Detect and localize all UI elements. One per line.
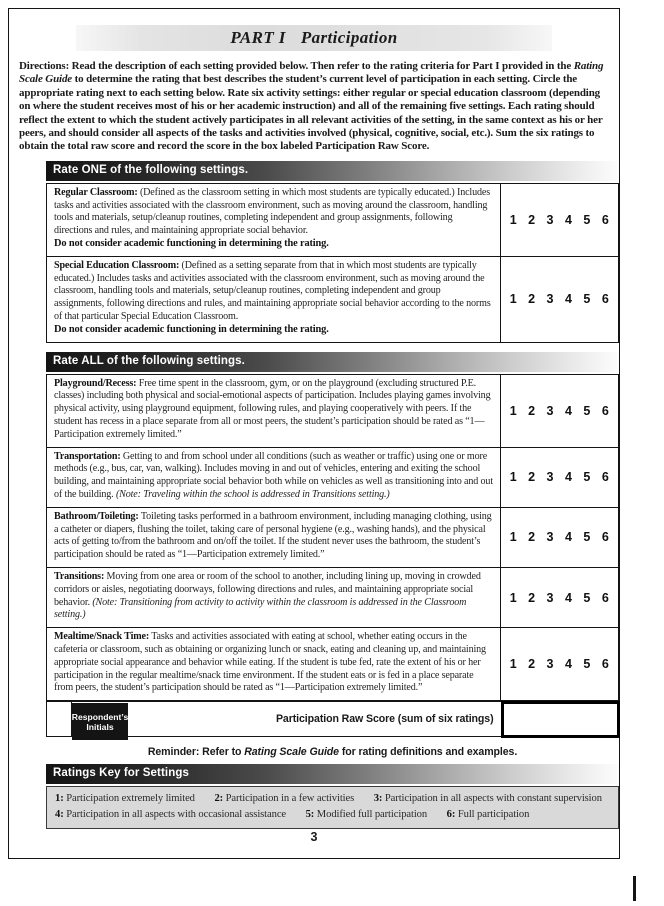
setting-description <box>47 375 500 447</box>
rating-scale-1-6[interactable]: 1 2 3 4 5 6 <box>509 470 610 485</box>
ratings-key-box <box>46 786 619 829</box>
page-border <box>8 8 620 859</box>
key-text: Participation in a few activities <box>225 793 355 805</box>
setting-row-bathroom-toileting <box>47 508 618 568</box>
rating-scale-1-6[interactable]: 1 2 3 4 5 6 <box>509 590 610 605</box>
key-number: 2: <box>214 793 224 805</box>
directions-text-suffix: to determine the rating that best describes the student’s current level of participation in each setting. Circle the appropriate rating next to each setting below. Rate six activity settings: either regular or special education classroom (depending on where the student receives most of his or her academic instruction) and all of the remaining five settings. Each rating should reflect the extent to which the student actively participates in all relevant activities of the setting, in the same context as his or her peers, and should consider all aspects of the tasks and activities involved (physical, cognitive, social, etc.). Sum the six ratings to obtain the total raw score and record the score in the box labeled Participation Raw Score. <box>19 73 603 153</box>
reminder-line <box>46 746 619 758</box>
registration-mark <box>633 876 636 901</box>
rate-all-section-bar: Rate ALL of the following settings. <box>46 352 619 372</box>
setting-body: Tasks and activities associated with eating at school, whether eating occurs in the cafeteria or classroom, such as obtaining or organizing lunch or snack, eating and cleaning up, and maintaining appropriate social appearance and behavior while eating. If the student is tube fed, rate the extent of his or her participation in the regular mealtime/snack time environment. If the student eats or is fed in a place separate from peers, the student’s participation should be rated as “1—Participation extremely limited.” <box>54 631 486 694</box>
key-number: 6: <box>446 808 456 820</box>
setting-description <box>47 448 500 507</box>
setting-row-mealtime-snack-time <box>47 628 618 701</box>
page-title-part: PART I <box>230 28 286 47</box>
page-number: 3 <box>310 830 318 844</box>
setting-italic-note: (Note: Traveling within the school is addressed in Transitions setting.) <box>115 488 390 500</box>
rating-scale-1-6[interactable]: 1 2 3 4 5 6 <box>509 657 610 672</box>
setting-bold-note: Do not consider academic functioning in determining the rating. <box>54 238 329 250</box>
setting-description <box>47 257 500 342</box>
key-text: Participation extremely limited <box>66 793 195 805</box>
setting-title: Transitions: <box>54 570 105 582</box>
setting-row-transitions <box>47 568 618 628</box>
ratings-key-section-bar: Ratings Key for Settings <box>46 764 619 784</box>
setting-row-special-education-classroom <box>47 257 618 342</box>
form-body <box>46 161 619 829</box>
reminder-prefix: Reminder: Refer to <box>147 746 242 759</box>
rating-cell[interactable] <box>500 375 618 447</box>
key-text: Participation in all aspects with constant supervision <box>384 793 602 805</box>
reminder-suffix: for rating definitions and examples. <box>341 746 518 759</box>
rate-all-table <box>46 374 619 738</box>
setting-body: (Defined as the classroom setting in which most students are typically educated.) Includes tasks and activities associated with the classroom environment, such as moving around the classroom, handling tools and materials, setup/cleanup routines, completing independent and group assignments, following directions and rules, and maintaining appropriate social behavior. <box>54 186 490 237</box>
page-title-word: Participation <box>300 28 398 47</box>
setting-description <box>47 568 500 627</box>
directions-text-prefix: Directions: Read the description of each setting provided below. Then refer to the rating criteria for Part I provided in the <box>19 60 572 72</box>
setting-description <box>47 508 500 567</box>
setting-title: Special Education Classroom: <box>54 259 180 271</box>
rating-cell[interactable] <box>500 508 618 567</box>
page-title-bar <box>76 25 552 51</box>
rating-cell[interactable] <box>500 448 618 507</box>
setting-row-regular-classroom <box>47 184 618 257</box>
raw-score-label: Participation Raw Score (sum of six ratings) <box>275 713 494 726</box>
setting-italic-note: (Note: Transitioning from activity to activity within the classroom is addressed in the Classroom setting.) <box>54 596 467 621</box>
key-number: 3: <box>373 793 383 805</box>
rating-cell[interactable] <box>500 184 618 256</box>
rating-scale-1-6[interactable]: 1 2 3 4 5 6 <box>509 212 610 227</box>
respondents-initials-label: Respondent’s Initials <box>72 703 128 740</box>
setting-description <box>47 184 500 256</box>
directions-paragraph <box>19 60 609 154</box>
participation-raw-score-input-box[interactable] <box>501 701 620 738</box>
rating-scale-1-6[interactable]: 1 2 3 4 5 6 <box>509 530 610 545</box>
ratings-key-line-1 <box>55 791 610 807</box>
rating-scale-1-6[interactable]: 1 2 3 4 5 6 <box>509 403 610 418</box>
setting-row-playground-recess <box>47 375 618 448</box>
key-text: Full participation <box>457 808 530 820</box>
rating-cell[interactable] <box>500 628 618 700</box>
rating-cell[interactable] <box>500 257 618 342</box>
setting-body: Toileting tasks performed in a bathroom environment, including managing clothing, using a catheter or diapers, flushing the toilet, taking care of personal hygiene (e.g., washing hands), and the physical acts of getting to/from the bathroom and on/off the toilet. If the student never uses the bathroom, the student’s participation should be rated as “1—Participation extremely limited.” <box>54 510 492 561</box>
key-number: 5: <box>305 808 315 820</box>
setting-title: Bathroom/Toileting: <box>54 510 139 522</box>
ratings-key-item <box>306 809 427 820</box>
directions-guide-name: Rating Scale Guide <box>19 60 604 86</box>
ratings-key-item <box>214 793 354 804</box>
setting-title: Mealtime/Snack Time: <box>54 631 150 643</box>
key-text: Participation in all aspects with occasional assistance <box>66 808 287 820</box>
key-number: 4: <box>55 808 64 820</box>
score-footer-row <box>47 701 618 736</box>
setting-body: Free time spent in the classroom, gym, or on the playground (excluding structured P.E. classes) including both physical and social-emotional aspects of participation. Includes playing games involving physical activity, using playground equipment, following rules, and playing cooperatively with peers. If the student has recess in a place separate from all or most peers, the student’s participation should be rated as “1—Participation extremely limited.” <box>54 377 491 440</box>
rating-scale-1-6[interactable]: 1 2 3 4 5 6 <box>509 292 610 307</box>
setting-row-transportation <box>47 448 618 508</box>
rate-one-table <box>46 183 619 343</box>
setting-body: Moving from one area or room of the school to another, including lining up, moving in crowded corridors or aisles, negotiating doorways, following directions and rules, and maintaining appropriate social behavior. <box>54 570 481 608</box>
ratings-key-line-2 <box>55 807 610 823</box>
respondents-initials-input-box[interactable] <box>47 702 72 736</box>
ratings-key-item <box>55 809 286 820</box>
reminder-guide-name: Rating Scale Guide <box>244 746 339 759</box>
setting-body: Getting to and from school under all conditions (such as weather or traffic) using one or more methods (e.g., bus, car, van, walking). Includes moving in and out of vehicles, entering and exiting the school building, and maintaining appropriate social behavior both while on vehicles as well as transitioning into and out of the building. <box>54 450 493 500</box>
setting-title: Playground/Recess: <box>54 377 137 389</box>
setting-title: Transportation: <box>54 450 121 462</box>
key-number: 1: <box>55 793 64 805</box>
rating-cell[interactable] <box>500 568 618 627</box>
setting-title: Regular Classroom: <box>54 186 138 198</box>
setting-description <box>47 628 500 700</box>
ratings-key-item <box>374 793 602 804</box>
key-text: Modified full participation <box>316 808 428 820</box>
ratings-key-item <box>55 793 195 804</box>
rate-one-section-bar: Rate ONE of the following settings. <box>46 161 619 181</box>
ratings-key-item <box>447 809 530 820</box>
setting-body: (Defined as a setting separate from that in which most students are typically educated.) Includes tasks and activities associated with the classroom environment, such as moving around the classroom, handling tools and materials, setup/cleanup routines, completing independent and group assignments, following directions and rules, and maintaining appropriate social behavior according to the norms of that particular Special Education Classroom. <box>54 259 491 323</box>
setting-bold-note: Do not consider academic functioning in determining the rating. <box>54 323 329 335</box>
